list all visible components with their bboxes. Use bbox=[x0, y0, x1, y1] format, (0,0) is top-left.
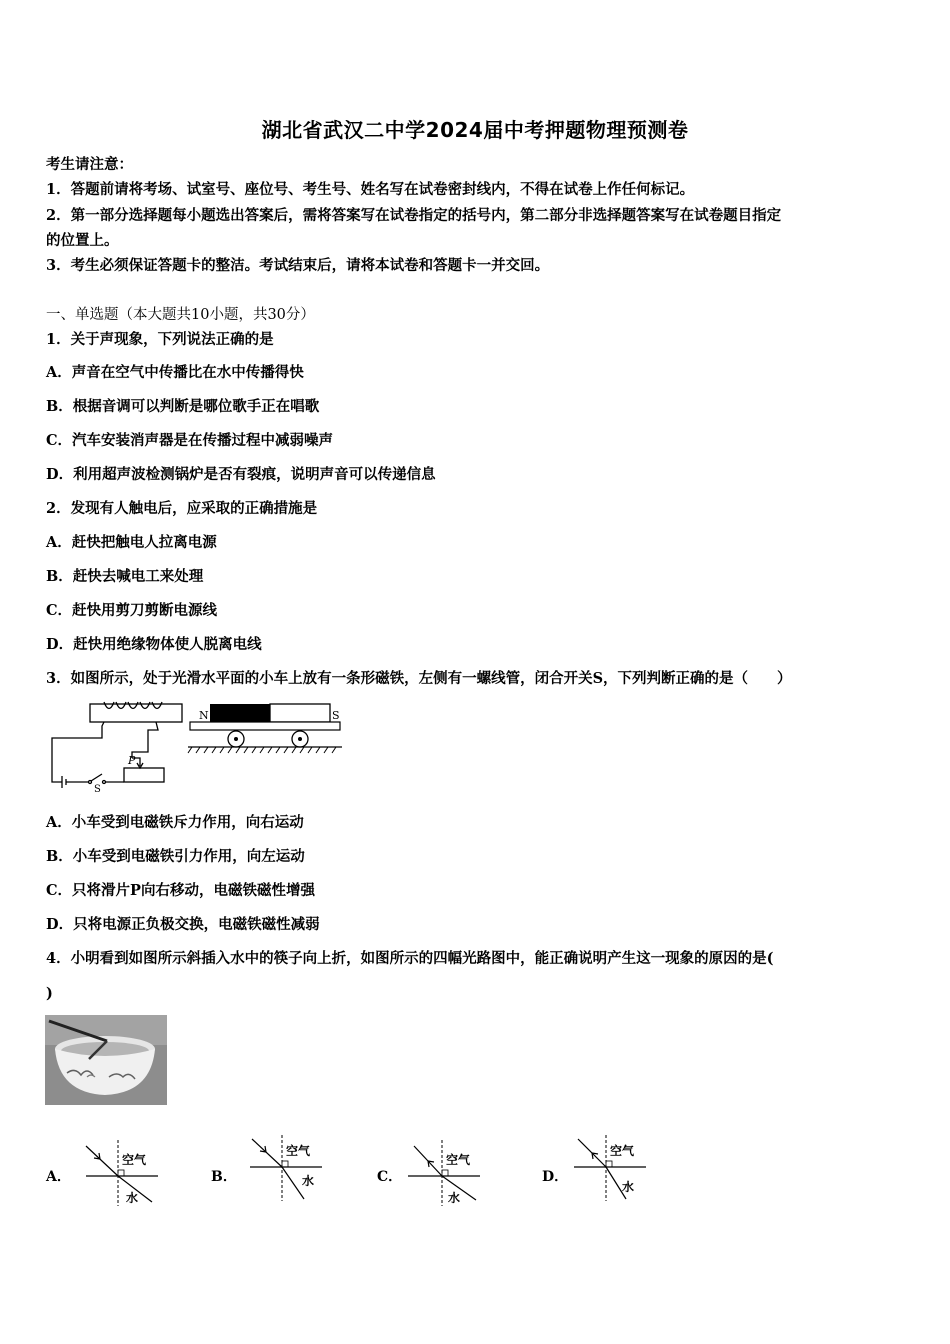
notice-heading: 考生请注意： bbox=[46, 156, 133, 173]
magnet-pole-s: S bbox=[332, 709, 340, 722]
magnet-pole-n: N bbox=[199, 709, 209, 722]
air-label: 空气 bbox=[610, 1144, 635, 1158]
air-label: 空气 bbox=[446, 1153, 471, 1167]
page-title: 湖北省武汉二中学2024届中考押题物理预测卷 bbox=[261, 118, 689, 142]
diagram-option-c-label[interactable]: C． bbox=[377, 1169, 403, 1185]
option-c[interactable]: C．只将滑片P向右移动，电磁铁磁性增强 bbox=[46, 882, 315, 899]
water-label: 水 bbox=[622, 1180, 635, 1194]
option-c[interactable]: C．赶快用剪刀剪断电源线 bbox=[46, 602, 218, 619]
diagram-option-d-label[interactable]: D． bbox=[542, 1169, 569, 1185]
refraction-diagram-c[interactable] bbox=[406, 1138, 486, 1208]
option-a[interactable]: A．声音在空气中传播比在水中传播得快 bbox=[46, 364, 304, 381]
option-d[interactable]: D．只将电源正负极交换，电磁铁磁性减弱 bbox=[46, 916, 320, 933]
notice-item: 3．考生必须保证答题卡的整洁。考试结束后，请将本试卷和答题卡一并交回。 bbox=[46, 257, 550, 274]
water-label: 水 bbox=[448, 1191, 461, 1205]
option-b[interactable]: B．小车受到电磁铁引力作用，向左运动 bbox=[46, 848, 305, 865]
option-a[interactable]: A．小车受到电磁铁斥力作用，向右运动 bbox=[46, 814, 304, 831]
option-b[interactable]: B．赶快去喊电工来处理 bbox=[46, 568, 204, 585]
refraction-diagram-b[interactable] bbox=[248, 1133, 328, 1203]
question-stem: 2．发现有人触电后，应采取的正确措施是 bbox=[46, 500, 318, 517]
air-label: 空气 bbox=[122, 1153, 147, 1167]
water-label: 水 bbox=[126, 1191, 139, 1205]
option-a[interactable]: A．赶快把触电人拉离电源 bbox=[46, 534, 217, 551]
question-stem: 4．小明看到如图所示斜插入水中的筷子向上折，如图所示的四幅光路图中，能正确说明产生这一现象的原因的是( bbox=[46, 950, 774, 967]
switch-label-s: S bbox=[94, 784, 101, 795]
option-d[interactable]: D．赶快用绝缘物体使人脱离电线 bbox=[46, 636, 262, 653]
question-stem: 3．如图所示，处于光滑水平面的小车上放有一条形磁铁，左侧有一螺线管，闭合开关S，下列判断正确的是（ ） bbox=[46, 670, 792, 687]
chopstick-in-bowl-photo bbox=[45, 1015, 167, 1105]
slider-label-p: P bbox=[128, 754, 136, 767]
question-stem-continued: ) bbox=[46, 985, 53, 1002]
diagram-option-a-label[interactable]: A． bbox=[46, 1169, 71, 1185]
option-d[interactable]: D．利用超声波检测锅炉是否有裂痕，说明声音可以传递信息 bbox=[46, 466, 436, 483]
water-label: 水 bbox=[302, 1174, 315, 1188]
refraction-diagram-d[interactable] bbox=[572, 1133, 652, 1203]
notice-item: 1．答题前请将考场、试室号、座位号、考生号、姓名写在试卷密封线内，不得在试卷上作任何标记。 bbox=[46, 181, 695, 198]
notice-item: 的位置上。 bbox=[46, 232, 119, 249]
solenoid-circuit-figure bbox=[44, 700, 344, 795]
diagram-option-b-label[interactable]: B． bbox=[211, 1169, 237, 1185]
section-heading: 一、单选题（本大题共10小题，共30分） bbox=[46, 307, 315, 323]
notice-item: 2．第一部分选择题每小题选出答案后，需将答案写在试卷指定的括号内，第二部分非选择题答案写在试卷题目指定 bbox=[46, 207, 782, 224]
option-c[interactable]: C．汽车安装消声器是在传播过程中减弱噪声 bbox=[46, 432, 334, 449]
air-label: 空气 bbox=[286, 1144, 311, 1158]
question-stem: 1．关于声现象，下列说法正确的是 bbox=[46, 331, 274, 348]
refraction-diagram-a[interactable] bbox=[84, 1138, 164, 1208]
option-b[interactable]: B．根据音调可以判断是哪位歌手正在唱歌 bbox=[46, 398, 320, 415]
